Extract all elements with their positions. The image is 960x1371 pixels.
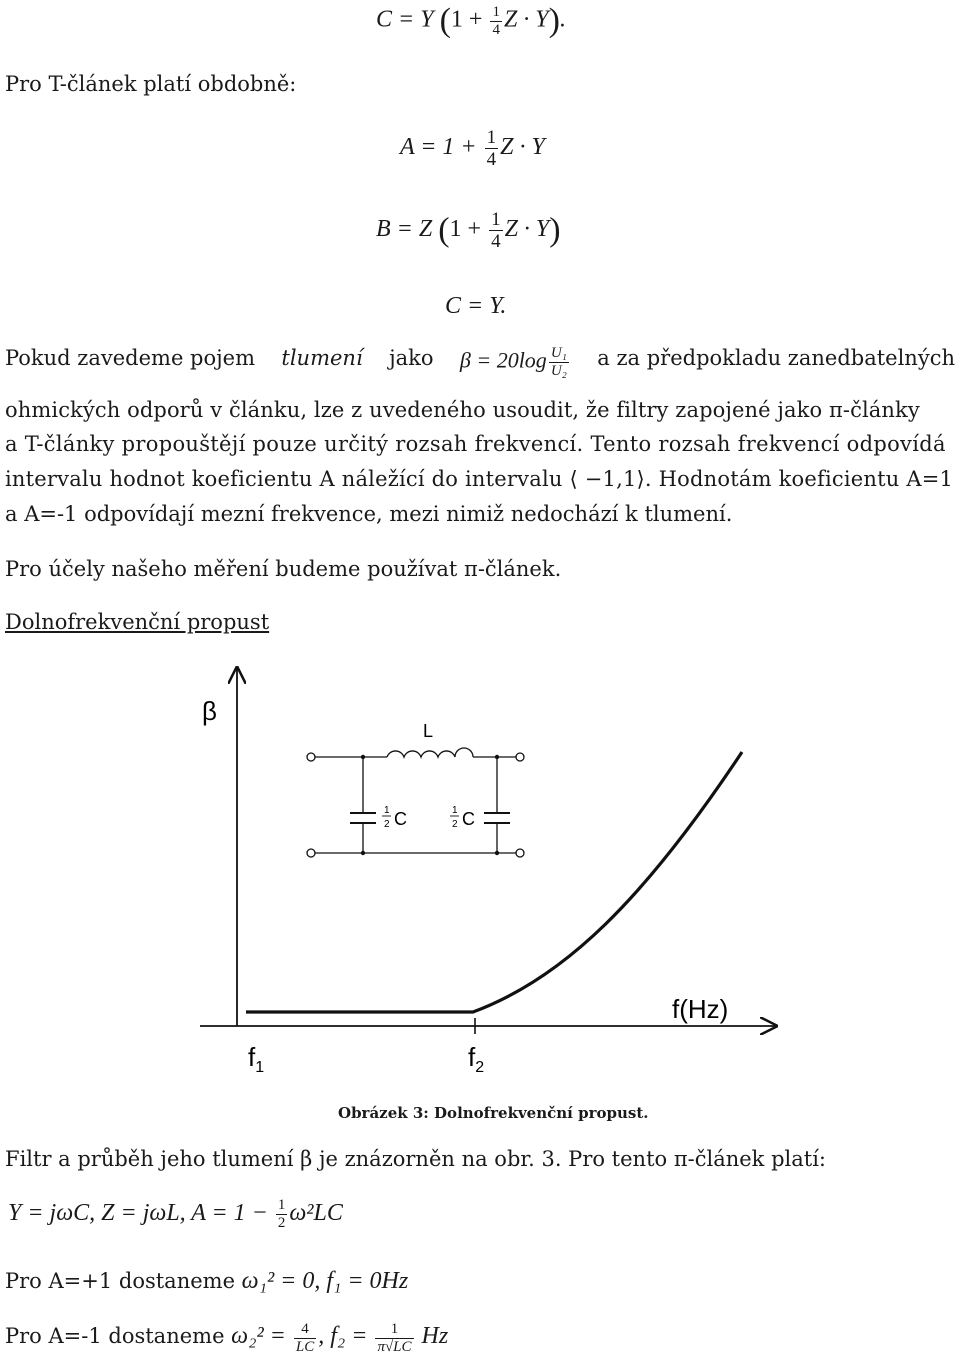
fraction-denominator: 4 xyxy=(486,149,497,170)
open-paren: ( xyxy=(439,2,451,39)
formula-yza xyxy=(8,1198,343,1231)
cap1-den: 2 xyxy=(384,819,390,830)
formula-c-pi-lhs: C = Y xyxy=(376,6,434,33)
fraction-numerator: 1 xyxy=(277,1197,286,1213)
line-a-minus-m2: , f₂ = xyxy=(318,1323,374,1349)
line-a-plus xyxy=(5,1268,408,1295)
para1-line1-a: Pokud zavedeme pojem xyxy=(5,346,255,370)
fraction-denominator: 4 xyxy=(491,231,501,252)
fraction-numerator: 1 xyxy=(375,1322,413,1339)
formula-yza-fraction xyxy=(276,1198,288,1231)
para1-line5: a A=-1 odpovídají mezní frekvence, mezi nimiž nedochází k tlumení. xyxy=(5,502,733,526)
cap2-den: 2 xyxy=(452,819,458,830)
junction-dot xyxy=(495,755,499,759)
figure-lowpass xyxy=(180,660,800,1090)
f1-label: $f_1$ xyxy=(248,1042,265,1076)
junction-dot xyxy=(361,755,365,759)
para1-line2-text: ohmických odporů v článku, lze z uvedeného usoudit, že filtry zapojené jako π-články xyxy=(5,398,920,422)
para1-line1-c: a za předpokladu zanedbatelných xyxy=(597,346,955,370)
junction-dot xyxy=(495,851,499,855)
para1-line2 xyxy=(5,398,955,422)
input-terminal-top xyxy=(307,753,315,761)
fraction-numerator: 1 xyxy=(486,127,497,148)
fraction-numerator: 1 xyxy=(492,3,500,20)
line-a-minus-m3: Hz xyxy=(415,1323,449,1349)
line-a-minus-m1: ω₂² = xyxy=(231,1323,292,1349)
formula-yza-rhs: ω²LC xyxy=(289,1200,343,1227)
line-a-minus-frac2 xyxy=(375,1322,413,1355)
formula-b-inner-post: Z · Y xyxy=(504,216,550,243)
close-paren: ) xyxy=(548,2,560,39)
x-axis-label: f(Hz) xyxy=(672,994,729,1024)
formula-a-lhs: A = 1 + xyxy=(400,134,483,161)
fraction-denominator: LC xyxy=(295,1339,315,1355)
formula-a-rhs: Z · Y xyxy=(500,134,545,161)
para1-line3: a T-články propouštějí pouze určitý rozsah frekvencí. Tento rozsah frekvencí odpovídá xyxy=(5,432,946,456)
para1-line1 xyxy=(5,346,955,379)
cap1-letter: C xyxy=(394,809,407,829)
line-a-plus-text: Pro A=+1 dostaneme xyxy=(5,1269,242,1293)
formula-c: C = Y. xyxy=(445,293,507,319)
line-a-minus xyxy=(5,1322,448,1355)
para2-text: Pro účely našeho měření budeme používat π-článek. xyxy=(5,557,562,581)
formula-c-pi-inner-post: Z · Y xyxy=(503,6,549,33)
junction-dot xyxy=(361,851,365,855)
input-terminal-bottom xyxy=(307,849,315,857)
open-paren: ( xyxy=(438,211,450,249)
y-axis-label: β xyxy=(202,696,217,726)
cap1-num: 1 xyxy=(384,805,390,816)
figure-canvas xyxy=(180,660,800,1090)
output-terminal-top xyxy=(516,753,524,761)
f2-label: $f_2$ xyxy=(468,1042,485,1076)
cap2-letter: C xyxy=(462,809,475,829)
close-paren: ) xyxy=(549,211,561,249)
beta-formula-lhs: β = 20log xyxy=(459,347,547,373)
beta-formula xyxy=(460,346,571,379)
formula-c-pi-inner-pre: 1 + xyxy=(450,6,489,33)
cap2-num: 1 xyxy=(452,805,458,816)
fraction-denominator: π√LC xyxy=(377,1339,412,1355)
formula-c-pi xyxy=(376,2,566,40)
figure-caption: Obrázek 3: Dolnofrekvenční propust. xyxy=(338,1104,649,1122)
formula-b-fraction xyxy=(489,210,503,251)
formula-b-lhs: B = Z xyxy=(376,216,433,243)
section-heading: Dolnofrekvenční propust xyxy=(5,610,270,634)
formula-a xyxy=(400,128,545,169)
formula-c-pi-end: . xyxy=(559,6,566,33)
para3-text: Filtr a průběh jeho tlumení β je znázorněn na obr. 3. Pro tento π-článek platí: xyxy=(5,1147,826,1171)
line-a-plus-math: ω₁² = 0, f₁ = 0Hz xyxy=(241,1268,409,1294)
formula-c-pi-fraction xyxy=(490,5,502,38)
line-a-minus-frac1 xyxy=(294,1322,316,1355)
line-a-minus-text: Pro A=-1 dostaneme xyxy=(5,1324,232,1348)
fraction-denominator: 2 xyxy=(277,1215,286,1231)
fraction-denominator: U₂ xyxy=(550,363,567,379)
t-intro-text: Pro T-článek platí obdobně: xyxy=(5,72,297,96)
para1-term: tlumení xyxy=(281,346,363,370)
pi-circuit xyxy=(307,748,524,857)
formula-a-fraction xyxy=(485,128,499,169)
fraction-numerator: 4 xyxy=(294,1322,316,1339)
attenuation-curve xyxy=(246,752,742,1012)
beta-fraction xyxy=(549,346,569,379)
formula-b xyxy=(376,210,561,251)
output-terminal-bottom xyxy=(516,849,524,857)
formula-yza-lhs: Y = jωC, Z = jωL, A = 1 − xyxy=(8,1200,274,1227)
fraction-numerator: 1 xyxy=(491,209,501,230)
fraction-numerator: U₁ xyxy=(550,345,567,361)
formula-b-inner-pre: 1 + xyxy=(449,216,488,243)
para1-line1-b: jako xyxy=(389,346,434,370)
inductor-coil xyxy=(387,748,473,757)
para1-line4: intervalu hodnot koeficientu A náležící do intervalu ⟨ −1,1⟩. Hodnotám koeficientu A=1 xyxy=(5,467,954,491)
inductor-label: L xyxy=(423,721,434,741)
fraction-denominator: 4 xyxy=(492,21,500,38)
